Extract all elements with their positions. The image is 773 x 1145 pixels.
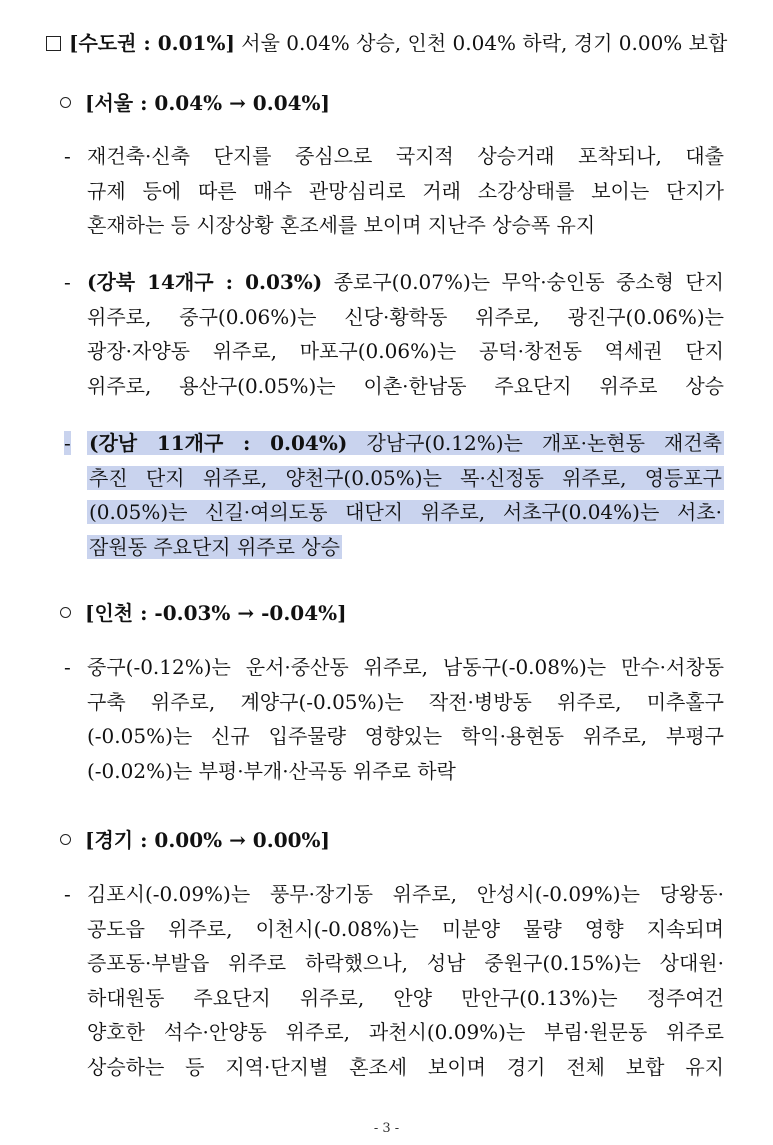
gyeonggi-item	[64, 877, 724, 1084]
circle-bullet-icon	[60, 607, 71, 618]
text-line: (-0.02%)는 부평·부개·산곡동 위주로 하락	[87, 758, 456, 783]
text-line: 상승하는 등 지역·단지별 혼조세 보이며 경기 전체 보합 유지	[87, 1054, 724, 1079]
text-line: (0.05%)는 신길·여의도동 대단지 위주로, 서초구(0.04%)는 서초·	[89, 500, 722, 524]
circle-bullet-icon	[60, 97, 71, 108]
text-line: 위주로, 용산구(0.05%)는 이촌·한남동 주요단지 위주로 상승	[87, 373, 724, 398]
gangbuk-first-line: 종로구(0.07%)는 무악·숭인동 중소형 단지	[333, 270, 724, 294]
text-line: 추진 단지 위주로, 양천구(0.05%)는 목·신정동 위주로, 영등포구	[89, 465, 722, 490]
text-line: 양호한 석수·안양동 위주로, 과천시(0.09%)는 부림·원문동 위주로	[87, 1020, 724, 1044]
text-line	[87, 426, 724, 461]
page-number: - 3 -	[373, 1121, 400, 1136]
text-line: 잠원동 주요단지 위주로 상승	[89, 534, 340, 559]
gangnam-first-line: 강남구(0.12%)는 개포·논현동 재건축	[366, 431, 723, 455]
heading-label: [수도권 : 0.01%]	[69, 31, 235, 55]
text-line: 증포동·부발읍 위주로 하락했으나, 성남 중원구(0.15%)는 상대원·	[87, 951, 724, 975]
checkbox-icon	[46, 36, 61, 51]
dash-bullet: -	[64, 144, 71, 168]
seoul-title: [서울 : 0.04% → 0.04%]	[85, 91, 330, 115]
text-line: 김포시(-0.09%)는 풍무·장기동 위주로, 안성시(-0.09%)는 당왕동·	[87, 882, 724, 906]
seoul-item-general	[64, 139, 724, 243]
text-line: 공도읍 위주로, 이천시(-0.08%)는 미분양 물량 영향 지속되며	[87, 916, 724, 941]
text-line: 중구(-0.12%)는 운서·중산동 위주로, 남동구(-0.08%)는 만수·서창동	[87, 655, 724, 679]
text-line: (-0.05%)는 신규 입주물량 영향있는 학익·용현동 위주로, 부평구	[87, 724, 724, 748]
dash-bullet: -	[64, 655, 71, 679]
text-line: 구축 위주로, 계양구(-0.05%)는 작전·병방동 위주로, 미추홀구	[87, 689, 724, 714]
gyeonggi-subheading	[60, 823, 330, 857]
gyeonggi-title: [경기 : 0.00% → 0.00%]	[85, 828, 330, 852]
dash-bullet: -	[64, 431, 71, 455]
heading-text: 서울 0.04% 상승, 인천 0.04% 하락, 경기 0.00% 보합	[241, 31, 728, 55]
text-line	[87, 265, 724, 300]
incheon-subheading	[60, 596, 347, 630]
incheon-title: [인천 : -0.03% → -0.04%]	[85, 601, 347, 625]
seoul-item-gangnam-highlighted	[64, 426, 724, 564]
text-line: 재건축·신축 단지를 중심으로 국지적 상승거래 포착되나, 대출	[87, 144, 724, 168]
dash-bullet: -	[64, 270, 71, 294]
section-heading	[46, 26, 746, 60]
text-line: 광장·자양동 위주로, 마포구(0.06%)는 공덕·창전동 역세권 단지	[87, 339, 724, 363]
dash-bullet: -	[64, 882, 71, 906]
text-line: 위주로, 중구(0.06%)는 신당·황학동 위주로, 광진구(0.06%)는	[87, 304, 724, 329]
gangnam-label: (강남 11개구 : 0.04%)	[89, 431, 348, 455]
seoul-subheading	[60, 86, 330, 120]
text-line: 규제 등에 따른 매수 관망심리로 거래 소강상태를 보이는 단지가	[87, 178, 724, 203]
text-line: 혼재하는 등 시장상황 혼조세를 보이며 지난주 상승폭 유지	[87, 213, 596, 237]
text-line: 하대원동 주요단지 위주로, 안양 만안구(0.13%)는 정주여건	[87, 985, 724, 1010]
incheon-item	[64, 650, 724, 788]
gangbuk-label: (강북 14개구 : 0.03%)	[87, 270, 323, 294]
circle-bullet-icon	[60, 834, 71, 845]
seoul-item-gangbuk	[64, 265, 724, 403]
